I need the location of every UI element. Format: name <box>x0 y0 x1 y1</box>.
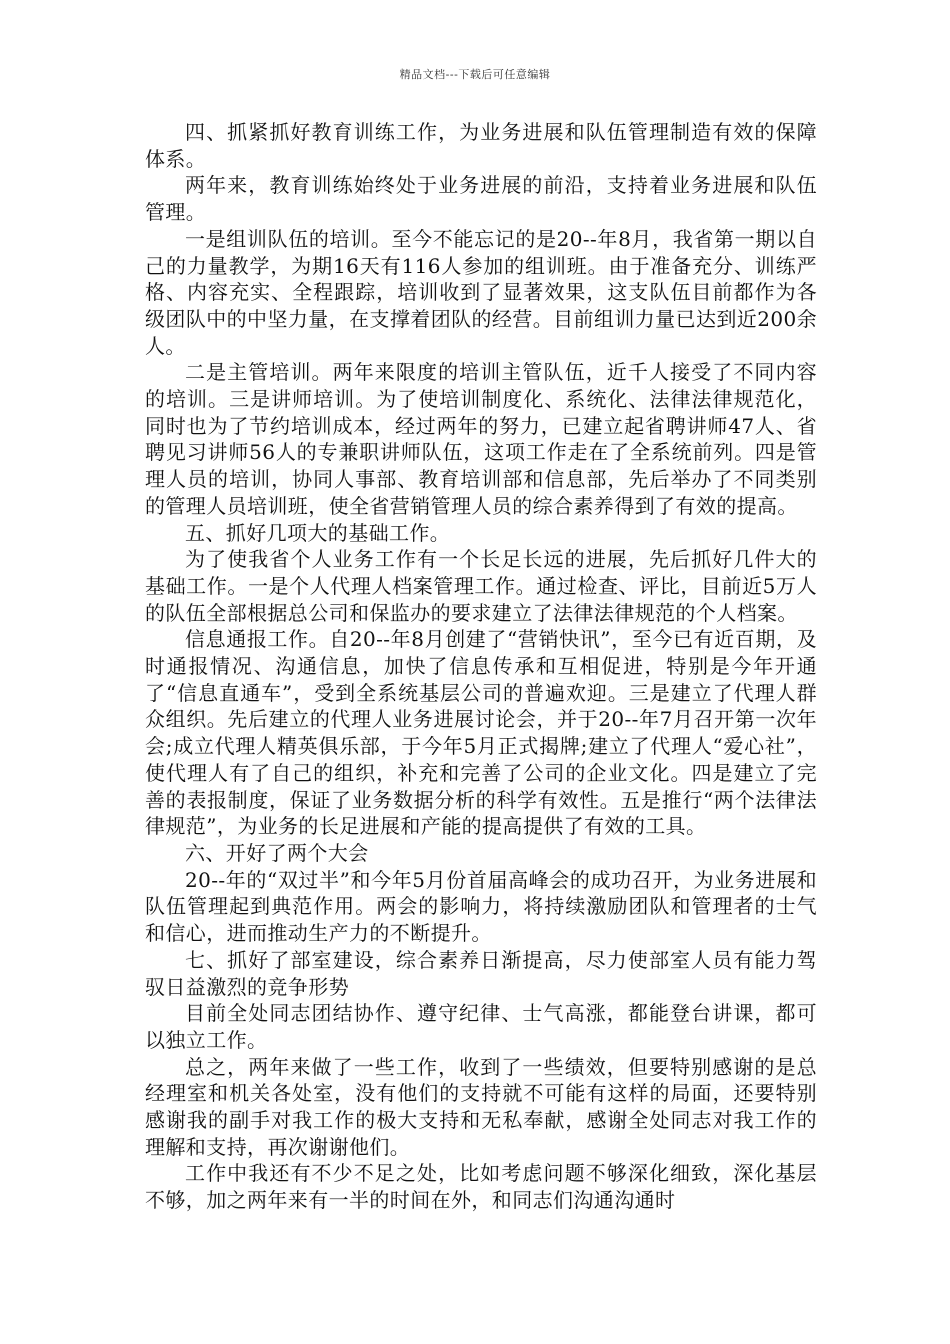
paragraph-section-5-heading: 五、抓好几项大的基础工作。 <box>185 520 451 545</box>
paragraph: 目前全处同志团结协作、遵守纪律、士气高涨，都能登台讲课，都可以独立工作。 <box>145 1001 817 1052</box>
paragraph-section-7-heading: 七、抓好了部室建设，综合素养日渐提高，尽力使部室人员有能力驾驭日益激烈的竞争形势 <box>145 947 817 999</box>
paragraph: 工作中我还有不少不足之处，比如考虑问题不够深化细致，深化基层不够，加之两年来有一半的时间在外，和同志们沟通沟通时 <box>145 1161 817 1213</box>
paragraph: 一是组训队伍的培训。至今不能忘记的是20--年8月，我省第一期以自己的力量教学，为期16天有116人参加的组训班。由于准备充分、训练严格、内容充实、全程跟踪，培训收到了显著效果，这支队伍目前都作为各级团队中的中坚力量，在支撑着团队的经营。目前组训力量已达到近200余人。 <box>145 226 817 358</box>
paragraph-section-6-heading: 六、开好了两个大会 <box>185 840 369 865</box>
paragraph: 为了使我省个人业务工作有一个长足长远的进展，先后抓好几件大的基础工作。一是个人代理人档案管理工作。通过检查、评比，目前近5万人的队伍全部根据总公司和保监办的要求建立了法律法律规范的个人档案。 <box>145 547 817 625</box>
paragraph: 两年来，教育训练始终处于业务进展的前沿，支持着业务进展和队伍管理。 <box>145 173 817 225</box>
paragraph-section-4-heading: 四、抓紧抓好教育训练工作，为业务进展和队伍管理制造有效的保障体系。 <box>145 120 817 171</box>
paragraph: 信息通报工作。自20--年8月创建了“营销快讯”，至今已有近百期，及时通报情况、沟通信息，加快了信息传承和互相促进，特别是今年开通了“信息直通车”，受到全系统基层公司的普遍欢迎。三是建立了代理人群众组织。先后建立的代理人业务进展讨论会，并于20--年7月召开第一次年会;成立代理人精英俱乐部，于今年5月正式揭牌;建立了代理人“爱心社”，使代理人有了自己的组织，补充和完善了公司的企业文化。四是建立了完善的表报制度，保证了业务数据分析的科学有效性。五是推行“两个法律法律规范”，为业务的长足进展和产能的提高提供了有效的工具。 <box>145 627 817 839</box>
page-header: 精品文档---下载后可任意编辑 <box>399 68 551 81</box>
paragraph: 二是主管培训。两年来限度的培训主管队伍，近千人接受了不同内容的培训。三是讲师培训。为了使培训制度化、系统化、法律法律规范化，同时也为了节约培训成本，经过两年的努力，已建立起省聘讲师47人、省聘见习讲师56人的专兼职讲师队伍，这项工作走在了全系统前列。四是管理人员的培训，协同人事部、教育培训部和信息部，先后举办了不同类别的管理人员培训班，使全省营销管理人员的综合素养得到了有效的提高。 <box>145 360 817 518</box>
document-body <box>145 119 817 1214</box>
paragraph: 20--年的“双过半”和今年5月份首届高峰会的成功召开，为业务进展和队伍管理起到典范作用。两会的影响力，将持续激励团队和管理者的士气和信心，进而推动生产力的不断提升。 <box>145 867 817 946</box>
paragraph: 总之，两年来做了一些工作，收到了一些绩效，但要特别感谢的是总经理室和机关各处室，没有他们的支持就不可能有这样的局面，还要特别感谢我的副手对我工作的极大支持和无私奉献，感谢全处同志对我工作的理解和支持，再次谢谢他们。 <box>145 1054 817 1159</box>
